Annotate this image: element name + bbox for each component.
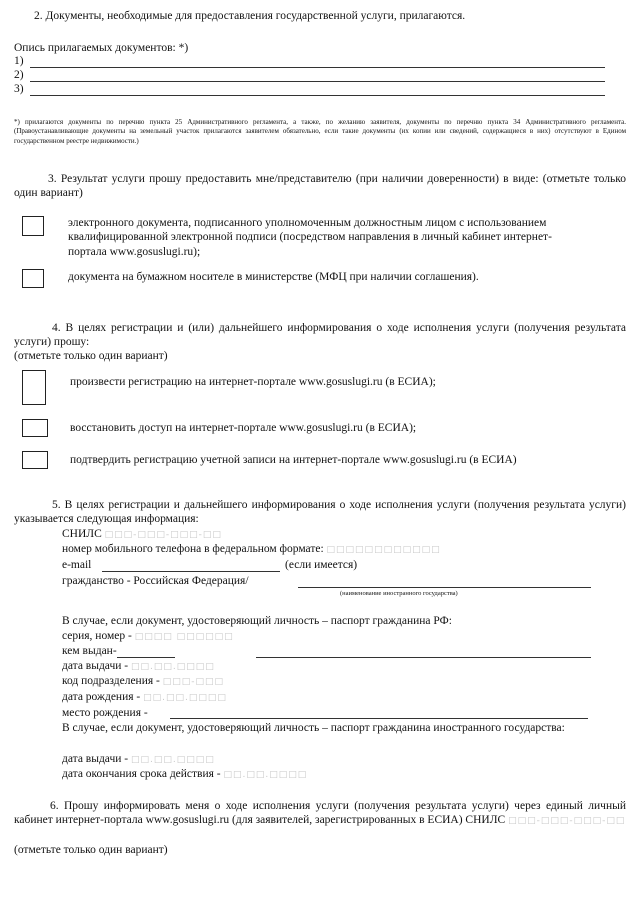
- snils-row: [62, 527, 222, 541]
- phone-label: номер мобильного телефона в федеральном формате:: [62, 543, 324, 555]
- section6-text-body: 6. Прошу информировать меня о ходе исполнения услуги (получения результата услуги) через единый личный кабинет интернет-портала www.gosuslugi.ru (для заявителей, зарегистрированных в ЕСИА) СНИЛС: [14, 800, 626, 827]
- issued-by-line-2[interactable]: [256, 657, 591, 658]
- passport-rf-heading: В случае, если документ, удостоверяющий личность – паспорт гражданина РФ:: [62, 615, 452, 627]
- section6-note: (отметьте только один вариант): [14, 844, 168, 856]
- expiry-cells[interactable]: □□.□□.□□□□: [223, 770, 308, 780]
- foreign-issue-date-row: [62, 752, 215, 766]
- foreign-issue-date-cells[interactable]: □□.□□.□□□□: [130, 755, 215, 765]
- result-paper-checkbox[interactable]: [22, 269, 44, 288]
- section4-note: (отметьте только один вариант): [14, 350, 168, 362]
- email-label: e-mail: [62, 559, 92, 571]
- birth-date-row: [62, 690, 227, 704]
- phone-cells[interactable]: □□□□□□□□□□□□: [326, 545, 441, 555]
- inventory-item-2-line[interactable]: [30, 81, 605, 82]
- section2-title: 2. Документы, необходимые для предоставления государственной услуги, прилагаются.: [34, 10, 466, 22]
- issued-by-line-1[interactable]: [117, 657, 175, 658]
- series-cells[interactable]: □□□□ □□□□□□: [134, 632, 234, 642]
- section3-title: 3. Результат услуги прошу предоставить мне/представителю (при наличии доверенности) в виде: (отметьте только один вариант): [14, 173, 626, 200]
- foreign-issue-date-label: дата выдачи -: [62, 753, 129, 765]
- inventory-item-3-line[interactable]: [30, 95, 605, 96]
- citizenship-field-line[interactable]: [298, 587, 591, 588]
- inventory-item-3-number: 3): [14, 83, 24, 95]
- series-label: серия, номер -: [62, 630, 132, 642]
- email-field-line[interactable]: [102, 571, 280, 572]
- division-code-row: [62, 674, 224, 688]
- birth-date-label: дата рождения -: [62, 691, 141, 703]
- confirm-registration-checkbox[interactable]: [22, 451, 48, 469]
- issue-date-row: [62, 659, 215, 673]
- result-electronic-checkbox[interactable]: [22, 216, 44, 236]
- birth-place-line[interactable]: [170, 718, 588, 719]
- inventory-item-1-line[interactable]: [30, 67, 605, 68]
- snils-cells[interactable]: □□□-□□□-□□□-□□: [104, 530, 222, 540]
- inventory-item-2-number: 2): [14, 69, 24, 81]
- foreign-passport-heading: В случае, если документ, удостоверяющий личность – паспорт гражданина иностранного государства:: [62, 722, 565, 734]
- email-note: (если имеется): [285, 559, 358, 571]
- section5-title: 5. В целях регистрации и дальнейшего информирования о ходе исполнения услуги (получения результата услуги) указывается следующая информация:: [14, 499, 626, 526]
- section6-snils-cells[interactable]: □□□-□□□-□□□-□□: [508, 816, 626, 827]
- issue-date-cells[interactable]: □□.□□.□□□□: [130, 662, 215, 672]
- birth-place-label: место рождения -: [62, 707, 148, 719]
- snils-label: СНИЛС: [62, 528, 102, 540]
- series-row: [62, 629, 234, 643]
- result-electronic-label: электронного документа, подписанного уполномоченным должностным лицом с использованием квалифицированной электронной подписи (посредством направления в личный кабинет интернет-портала www.gosuslugi.ru);: [68, 217, 552, 258]
- birth-date-cells[interactable]: □□.□□.□□□□: [143, 693, 227, 703]
- expiry-label: дата окончания срока действия -: [62, 768, 221, 780]
- register-checkbox[interactable]: [22, 370, 46, 405]
- inventory-label: Опись прилагаемых документов: *): [14, 42, 189, 54]
- issue-date-label: дата выдачи -: [62, 660, 129, 672]
- register-label: произвести регистрацию на интернет-портале www.gosuslugi.ru (в ЕСИА);: [70, 376, 436, 388]
- restore-access-checkbox[interactable]: [22, 419, 48, 437]
- issued-by-label: кем выдан-: [62, 645, 117, 657]
- expiry-row: [62, 767, 307, 781]
- inventory-item-1-number: 1): [14, 55, 24, 67]
- footnote: *) прилагаются документы по перечню пункта 25 Административного регламента, а также, по желанию заявителя, документы по перечню пункта 34 Административного регламента. (Правоустанавливающие документы на земельный участок прилагаются заявителем обязательно, если такие документы (их копии или сведений, содержащиеся в них) отсутствуют в Едином государственном реестре недвижимости.): [14, 118, 626, 145]
- citizenship-label: гражданство - Российская Федерация/: [62, 575, 249, 587]
- phone-row: [62, 542, 441, 556]
- confirm-registration-label: подтвердить регистрацию учетной записи на интернет-портале www.gosuslugi.ru (в ЕСИА): [70, 454, 517, 466]
- result-paper-label: документа на бумажном носителе в министерстве (МФЦ при наличии соглашения).: [68, 271, 479, 283]
- division-code-cells[interactable]: □□□-□□□: [162, 677, 225, 687]
- section4-title: 4. В целях регистрации и (или) дальнейшего информирования о ходе исполнения услуги (получения результата услуги) прошу:: [14, 322, 626, 349]
- section6-text: [14, 799, 626, 828]
- restore-access-label: восстановить доступ на интернет-портале www.gosuslugi.ru (в ЕСИА);: [70, 422, 417, 434]
- citizenship-caption: (наименование иностранного государства): [340, 590, 458, 597]
- division-code-label: код подразделения -: [62, 675, 160, 687]
